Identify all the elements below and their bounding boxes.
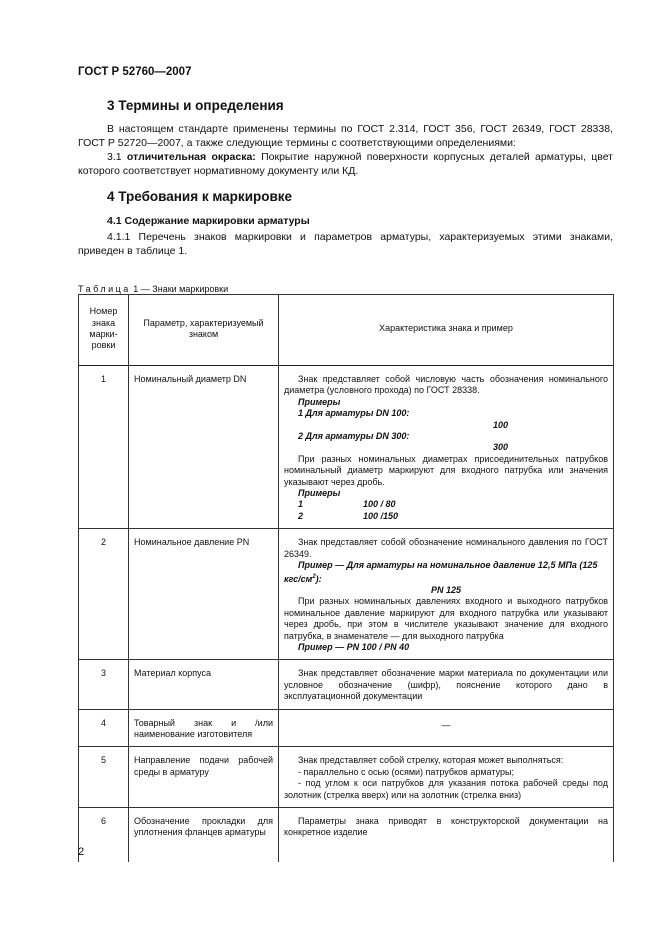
row-description [279, 660, 614, 709]
example-line [284, 560, 608, 585]
example-pair [284, 499, 608, 510]
row-number: 4 [79, 709, 129, 747]
table-caption [78, 284, 228, 294]
example-value: 300 [492, 442, 508, 453]
marking-table [78, 294, 614, 862]
header-number: Номер знака марки-ровки [79, 295, 129, 366]
row-parameter: Направление подачи рабочей среды в арматуру [129, 747, 279, 808]
example-line: 1 Для арматуры DN 100: [298, 408, 410, 419]
row-description [279, 747, 614, 808]
table-row [79, 366, 614, 529]
section-4-1-1-para: 4.1.1 Перечень знаков маркировки и параметров арматуры, характеризуемых этими знаками, приведен в таблице 1. [78, 231, 613, 257]
row-parameter: Номинальное давление PN [129, 529, 279, 660]
row-number: 1 [79, 366, 129, 529]
row-description [279, 529, 614, 660]
row-number: 6 [79, 808, 129, 863]
example-pair [284, 511, 608, 522]
desc-text: При разных номинальных давлениях входного и выходного патрубков номинальное давление маркируют для входного патрубка или указывают через дробь, при этом в числителе указывают значение для входного патрубка, в знаменателе — для выходного патрубка [284, 596, 608, 641]
row-description [279, 366, 614, 529]
table-row [79, 660, 614, 709]
term-number: 3.1 [107, 151, 122, 163]
example-value: 100 [492, 419, 508, 430]
row-number: 2 [79, 529, 129, 660]
caption-rest: 1 — Знаки маркировки [130, 284, 229, 294]
section-3-intro: В настоящем стандарте применены термины по ГОСТ 2.314, ГОСТ 356, ГОСТ 26349, ГОСТ 28338, ГОСТ Р 52720—2007, а также следующие термины с соответствующими определениями: [78, 123, 613, 149]
desc-text: При разных номинальных диаметрах присоединительных патрубков номинальный диаметр маркируют для входного патрубка или значения указывают через дробь. [284, 453, 608, 487]
pair-value: 100 /150 [363, 510, 399, 521]
example-line: Пример — PN 100 / PN 40 [298, 641, 410, 652]
example-value: PN 125 [430, 584, 462, 595]
table-row [79, 709, 614, 747]
example-line: 2 Для арматуры DN 300: [298, 431, 410, 442]
example-text: Пример — Для арматуры на номинальное давление 12,5 МПа (125 кгс/см [284, 560, 598, 584]
document-header: ГОСТ Р 52760—2007 [78, 66, 192, 78]
row-description [279, 709, 614, 747]
row-number: 5 [79, 747, 129, 808]
pair-index: 1 [298, 499, 304, 510]
header-parameter: Параметр, характеризуемый знаком [129, 295, 279, 366]
page-number: 2 [78, 846, 85, 858]
table-row [79, 529, 614, 660]
row-number: 3 [79, 660, 129, 709]
desc-text: Знак представляет обозначение марки материала по документации или условное обозначение (шифр), пояснение которого дано в эксплуатационной документации [284, 668, 608, 702]
table-row [79, 808, 614, 863]
term-definition: Покрытие наружной поверхности корпусных деталей арматуры, цвет которого соответствует нормативному документу или КД. [78, 151, 613, 177]
examples-label: Примеры [298, 488, 341, 499]
table-row [79, 747, 614, 808]
row-parameter: Номинальный диаметр DN [129, 366, 279, 529]
row-parameter: Товарный знак и /или наименование изготовителя [129, 709, 279, 747]
desc-text: Параметры знака приводят в конструкторской документации на конкретное изделие [284, 816, 608, 838]
examples-label: Примеры [298, 396, 341, 407]
list-item: - параллельно с осью (осями) патрубков арматуры; [298, 766, 514, 777]
pair-index: 2 [298, 510, 304, 521]
section-4-1-title: 4.1 Содержание маркировки арматуры [107, 215, 310, 227]
term-3-1 [78, 150, 613, 178]
pair-value: 100 / 80 [363, 499, 396, 510]
row-parameter: Обозначение прокладки для уплотнения фланцев арматуры [129, 808, 279, 863]
section-3-title: 3 Термины и определения [107, 98, 284, 113]
row-parameter: Материал корпуса [129, 660, 279, 709]
term-name: отличительная окраска: [126, 151, 256, 163]
section-4-title: 4 Требования к маркировке [107, 189, 293, 204]
desc-text: Знак представляет собой обозначение номинального давления по ГОСТ 26349. [284, 537, 608, 559]
header-characteristic: Характеристика знака и пример [279, 295, 614, 366]
table-header-row [79, 295, 614, 366]
desc-text: Знак представляет собой числовую часть обозначения номинального диаметра (условного прохода) по ГОСТ 28338. [284, 374, 608, 396]
example-text-end: ): [315, 573, 322, 584]
list-item: - под углом к оси патрубков для указания потока рабочей среды под золотник (стрелка вверх) или на золотник (стрелка вниз) [284, 778, 608, 800]
desc-text: Знак представляет собой стрелку, которая может выполняться: [298, 755, 564, 766]
row-description [279, 808, 614, 863]
caption-word: Таблица [78, 284, 131, 294]
desc-dash: — [441, 719, 451, 730]
superscript: 2 [312, 573, 316, 580]
